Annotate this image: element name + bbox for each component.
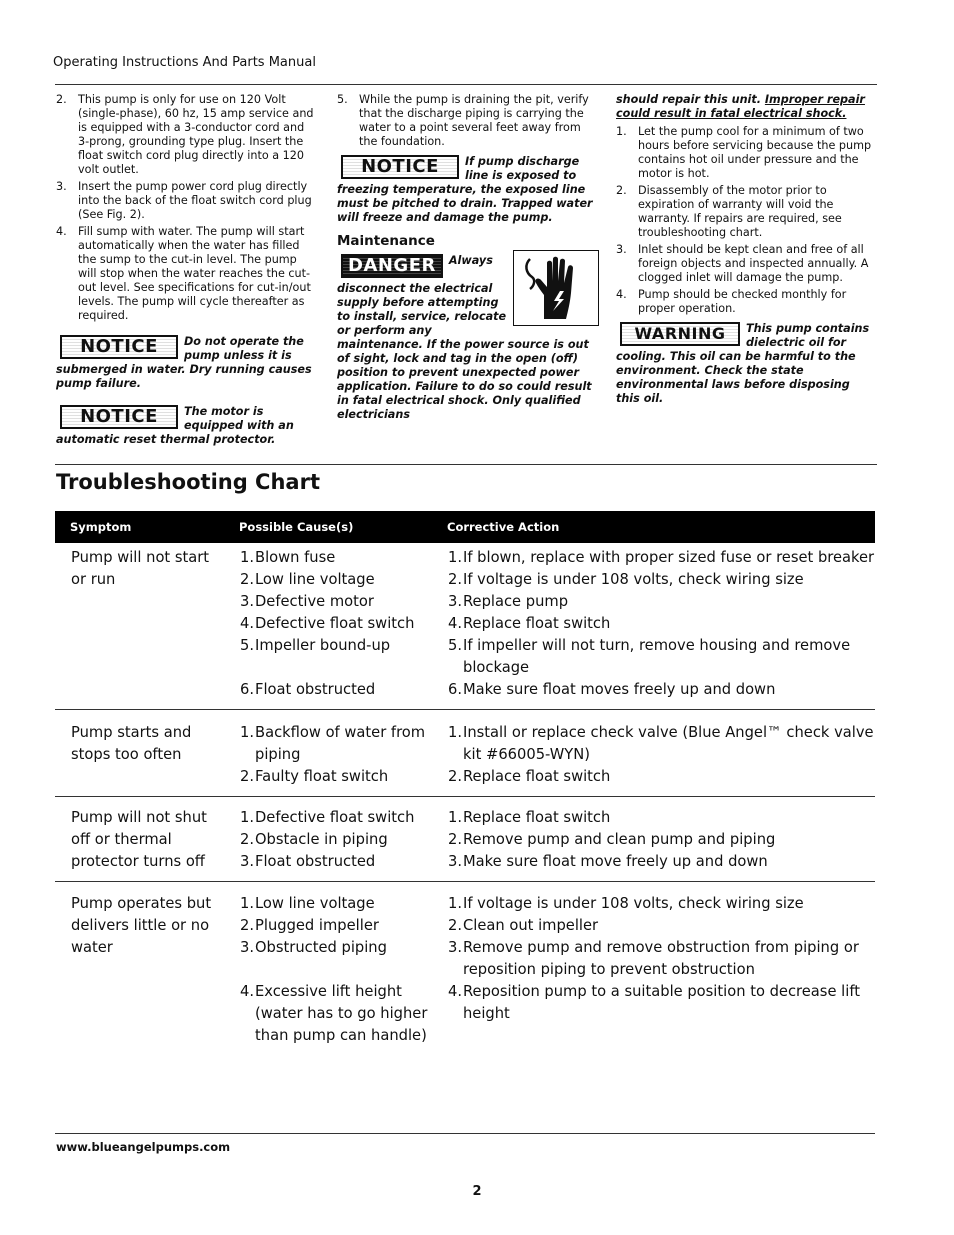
notice-badge: NOTICE xyxy=(60,335,178,359)
symptom-cell: Pump starts and stops too often xyxy=(55,710,224,797)
warning-text: This pump contains dielectric oil for cooling. This oil can be harmful to the environment. Check the state environmental laws before disposing this oil. xyxy=(616,322,870,405)
list-item: 2. This pump is only for use on 120 Volt (single-phase), 60 hz, 15 amp service and is equipped with a 3-conductor cord and 3-prong, grounding type plug. Insert the float switch cord plug directly into a 120 volt outlet. xyxy=(56,93,314,176)
action-cell: 1. If voltage is under 108 volts, check wiring size 2. Clean out impeller 3. Remove pump and remove obstruction from piping or reposition piping to prevent obstruction 4. Reposition pump to a suitable position to decrease lift height xyxy=(448,895,860,1022)
notice-badge: NOTICE xyxy=(341,155,459,179)
warning-badge: WARNING xyxy=(620,322,740,346)
action-cell: 1. If blown, replace with proper sized fuse or reset breaker 2. If voltage is under 108 volts, check wiring size 3. Replace pump 4. Replace float switch 5. If impeller will not turn, remove housing and remove blockage 6. Make sure float moves freely up and down xyxy=(432,543,875,710)
column-header-action: Corrective Action xyxy=(432,511,875,543)
troubleshooting-table xyxy=(55,511,875,1055)
column-header-symptom: Symptom xyxy=(55,511,224,543)
instructions-column-1 xyxy=(56,93,318,447)
instructions-column-2 xyxy=(337,93,599,422)
symptom-cell: Pump will not shut off or thermal protector turns off xyxy=(55,797,224,882)
list-item: 4. Pump should be checked monthly for proper operation. xyxy=(616,288,847,315)
notice-text: The motor is equipped with an automatic reset thermal protector. xyxy=(56,405,294,446)
danger-badge: DANGER xyxy=(341,254,443,278)
warning-block xyxy=(616,322,876,406)
list-item: 4. Fill sump with water. The pump will start automatically when the water has filled the sump to the cut-in level. The pump will stop when the water reaches the cut-out level. See specifications for cut-in/out levels. The pump will cycle thereafter as required. xyxy=(56,225,311,322)
list-item: 5. While the pump is draining the pit, verify that the discharge piping is carrying the water to a point several feet away from the foundation. xyxy=(337,93,589,148)
table-row xyxy=(55,710,875,797)
causes-cell: 1. Defective float switch 2. Obstacle in piping 3. Float obstructed xyxy=(224,797,432,882)
list-item: 2. Disassembly of the motor prior to expiration of warranty will void the warranty. If repairs are required, see troubleshooting chart. xyxy=(616,184,842,239)
danger-text: Always disconnect the electrical supply before attempting to install, service, relocate or perform any maintenance. If the power source is out of sight, lock and tag in the open (off) position to prevent unexpected power application. Failure to do so could result in fatal electrical shock. Only qualified electricians xyxy=(337,254,592,421)
symptom-cell: Pump operates but delivers little or no water xyxy=(71,895,212,956)
action-cell: 1. Replace float switch 2. Remove pump and clean pump and piping 3. Make sure float move freely up and down xyxy=(432,797,875,882)
table-row xyxy=(55,882,875,1056)
notice-text: Do not operate the pump unless it is submerged in water. Dry running causes pump failure. xyxy=(56,335,312,390)
list-item: 3. Inlet should be kept clean and free of all foreign objects and inspected annually. A clogged inlet will damage the pump. xyxy=(616,243,869,284)
document-header-title: Operating Instructions And Parts Manual xyxy=(53,55,316,70)
instructions-column-3 xyxy=(616,93,876,406)
troubleshooting-chart-title: Troubleshooting Chart xyxy=(56,470,320,494)
maintenance-heading: Maintenance xyxy=(337,233,435,249)
footer-divider xyxy=(55,1133,875,1134)
causes-cell: 1. Blown fuse 2. Low line voltage 3. Defective motor 4. Defective float switch 5. Impeller bound-up 6. Float obstructed xyxy=(224,543,432,710)
table-header-row xyxy=(55,511,875,543)
notice-block xyxy=(56,405,318,447)
danger-continued-text: should repair this unit. Improper repair could result in fatal electrical shock. xyxy=(616,93,865,120)
notice-block xyxy=(337,155,599,225)
symptom-cell: Pump will not start or run xyxy=(55,543,224,710)
page-number: 2 xyxy=(472,1184,482,1199)
action-cell: 1. Install or replace check valve (Blue Angel™ check valve kit #66005-WYN) 2. Replace float switch xyxy=(432,710,875,797)
footer-website-link[interactable]: www.blueangelpumps.com xyxy=(56,1140,231,1154)
table-row xyxy=(55,543,875,710)
causes-cell: 1. Backflow of water from piping 2. Faulty float switch xyxy=(224,710,432,797)
column-header-causes: Possible Cause(s) xyxy=(224,511,432,543)
header-divider xyxy=(55,84,877,85)
electrical-shock-hazard-icon xyxy=(513,250,599,326)
danger-block xyxy=(337,254,599,422)
notice-block xyxy=(56,335,318,391)
list-item: 1. Let the pump cool for a minimum of two hours before servicing because the pump contains hot oil under pressure and the motor is hot. xyxy=(616,125,872,180)
list-item: 3. Insert the pump power cord plug directly into the back of the float switch cord plug (See Fig. 2). xyxy=(56,180,312,221)
causes-cell: 1. Low line voltage 2. Plugged impeller 3. Obstructed piping 4. Excessive lift height (water has to go higher than pump can handle) xyxy=(240,895,428,1044)
notice-badge: NOTICE xyxy=(60,405,178,429)
table-row xyxy=(55,797,875,882)
section-divider xyxy=(55,464,877,465)
notice-text: If pump discharge line is exposed to freezing temperature, the exposed line must be pitched to drain. Trapped water will freeze and damage the pump. xyxy=(337,155,593,224)
